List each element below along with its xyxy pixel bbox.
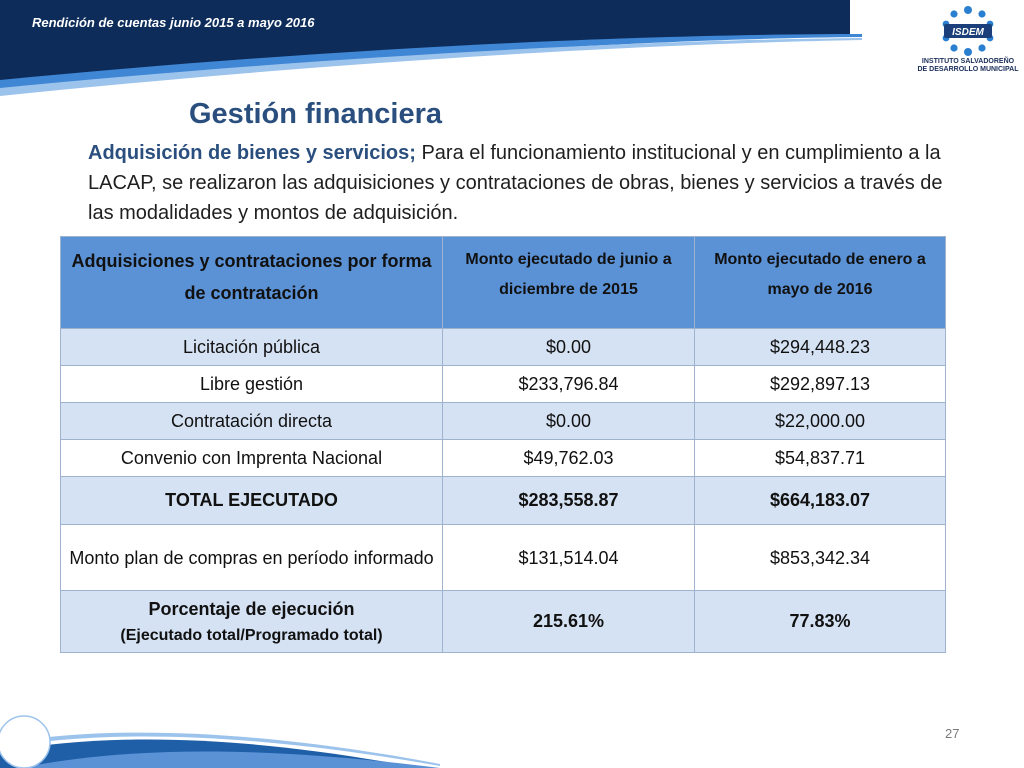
total-amount-2016: $664,183.07 [695,477,946,525]
percentage-2016: 77.83% [695,591,946,653]
header-amount-2016: Monto ejecutado de enero a mayo de 2016 [695,237,946,329]
row-amount-2016: $22,000.00 [695,403,946,440]
header-amount-2015: Monto ejecutado de junio a diciembre de 2015 [443,237,695,329]
row-amount-2016: $54,837.71 [695,440,946,477]
total-row [61,477,946,525]
table-row [61,329,946,366]
row-label: Libre gestión [61,366,443,403]
percentage-row [61,591,946,653]
table-header-row [61,237,946,329]
logo-line-2: DE DESARROLLO MUNICIPAL [917,66,1019,73]
logo-line-1: INSTITUTO SALVADOREÑO [921,58,1015,65]
header-title: Rendición de cuentas junio 2015 a mayo 2016 [32,15,315,30]
page-number: 27 [945,726,960,741]
footer-swoosh [0,700,1024,768]
intro-paragraph [88,138,968,228]
percentage-label: Porcentaje de ejecución [148,598,355,619]
intro-lead: Adquisición de bienes y servicios; [88,142,416,164]
intro-body: Para el funcionamiento institucional y en cumplimiento a la LACAP, se realizaron las adquisiciones y contrataciones de obras, bienes y servicios a través de las modalidades y montos de adquisición. [88,142,943,224]
logo-acronym: ISDEM [952,27,984,38]
table-row [61,403,946,440]
header-contract-type: Adquisiciones y contrataciones por forma de contratación [61,237,443,329]
row-label: Contratación directa [61,403,443,440]
slide-title: Gestión financiera [189,98,443,130]
row-amount-2015: $49,762.03 [443,440,695,477]
row-amount-2015: $0.00 [443,329,695,366]
percentage-label-cell [61,591,443,653]
row-amount-2016: $292,897.13 [695,366,946,403]
plan-amount-2015: $131,514.04 [443,525,695,591]
percentage-2015: 215.61% [443,591,695,653]
logo-caption [916,58,1020,74]
plan-amount-2016: $853,342.34 [695,525,946,591]
percentage-sublabel: (Ejecutado total/Programado total) [120,626,383,644]
table-row [61,440,946,477]
row-amount-2016: $294,448.23 [695,329,946,366]
total-label: TOTAL EJECUTADO [61,477,443,525]
total-amount-2015: $283,558.87 [443,477,695,525]
row-label: Convenio con Imprenta Nacional [61,440,443,477]
row-label: Licitación pública [61,329,443,366]
plan-row [61,525,946,591]
row-amount-2015: $233,796.84 [443,366,695,403]
table-row [61,366,946,403]
row-amount-2015: $0.00 [443,403,695,440]
procurement-table [60,236,946,653]
plan-label: Monto plan de compras en período informado [61,525,443,591]
